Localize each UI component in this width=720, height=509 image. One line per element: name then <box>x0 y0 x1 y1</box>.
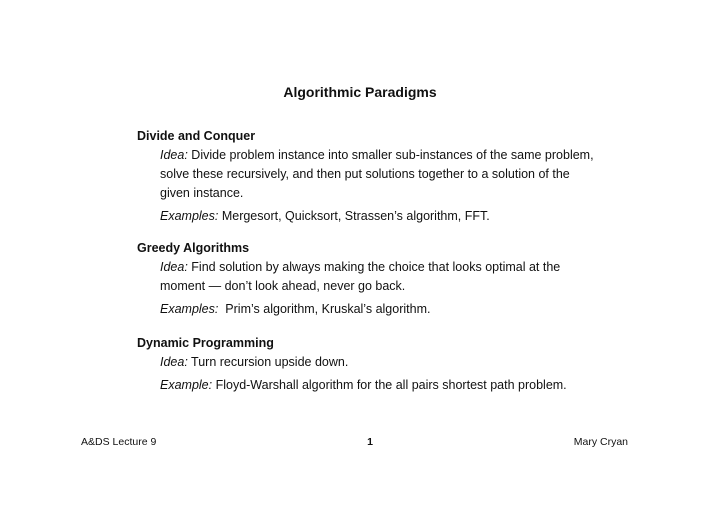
examples-paragraph <box>160 300 597 319</box>
section-dynamic-programming <box>137 334 597 395</box>
section-divide-and-conquer <box>137 127 597 226</box>
examples-text: Mergesort, Quicksort, Strassen’s algorithm, FFT. <box>218 209 490 223</box>
idea-label: Idea: <box>160 355 188 369</box>
footer-lecture: A&DS Lecture 9 <box>81 436 157 448</box>
section-heading: Divide and Conquer <box>137 129 256 143</box>
idea-label: Idea: <box>160 148 188 162</box>
idea-label: Idea: <box>160 260 188 274</box>
idea-paragraph <box>160 146 597 203</box>
idea-paragraph <box>160 353 597 372</box>
idea-text: Divide problem instance into smaller sub-instances of the same problem, solve these recursively, and then put solutions together to a solution of the given instance. <box>160 148 594 200</box>
section-greedy-algorithms <box>137 239 597 319</box>
examples-text: Floyd-Warshall algorithm for the all pairs shortest path problem. <box>212 378 567 392</box>
idea-text: Find solution by always making the choice that looks optimal at the moment — don’t look ahead, never go back. <box>160 260 561 293</box>
idea-paragraph <box>160 258 597 296</box>
footer-author: Mary Cryan <box>573 436 628 448</box>
idea-text: Turn recursion upside down. <box>187 355 349 369</box>
examples-label: Examples: <box>160 209 219 223</box>
examples-text: Prim’s algorithm, Kruskal’s algorithm. <box>218 302 431 316</box>
examples-label: Example: <box>160 378 213 392</box>
footer-page-number: 1 <box>367 436 373 448</box>
examples-label: Examples: <box>160 302 219 316</box>
examples-paragraph <box>160 376 597 395</box>
section-heading: Dynamic Programming <box>137 336 274 350</box>
section-heading: Greedy Algorithms <box>137 241 250 255</box>
page-title: Algorithmic Paradigms <box>283 84 437 100</box>
examples-paragraph <box>160 207 597 226</box>
